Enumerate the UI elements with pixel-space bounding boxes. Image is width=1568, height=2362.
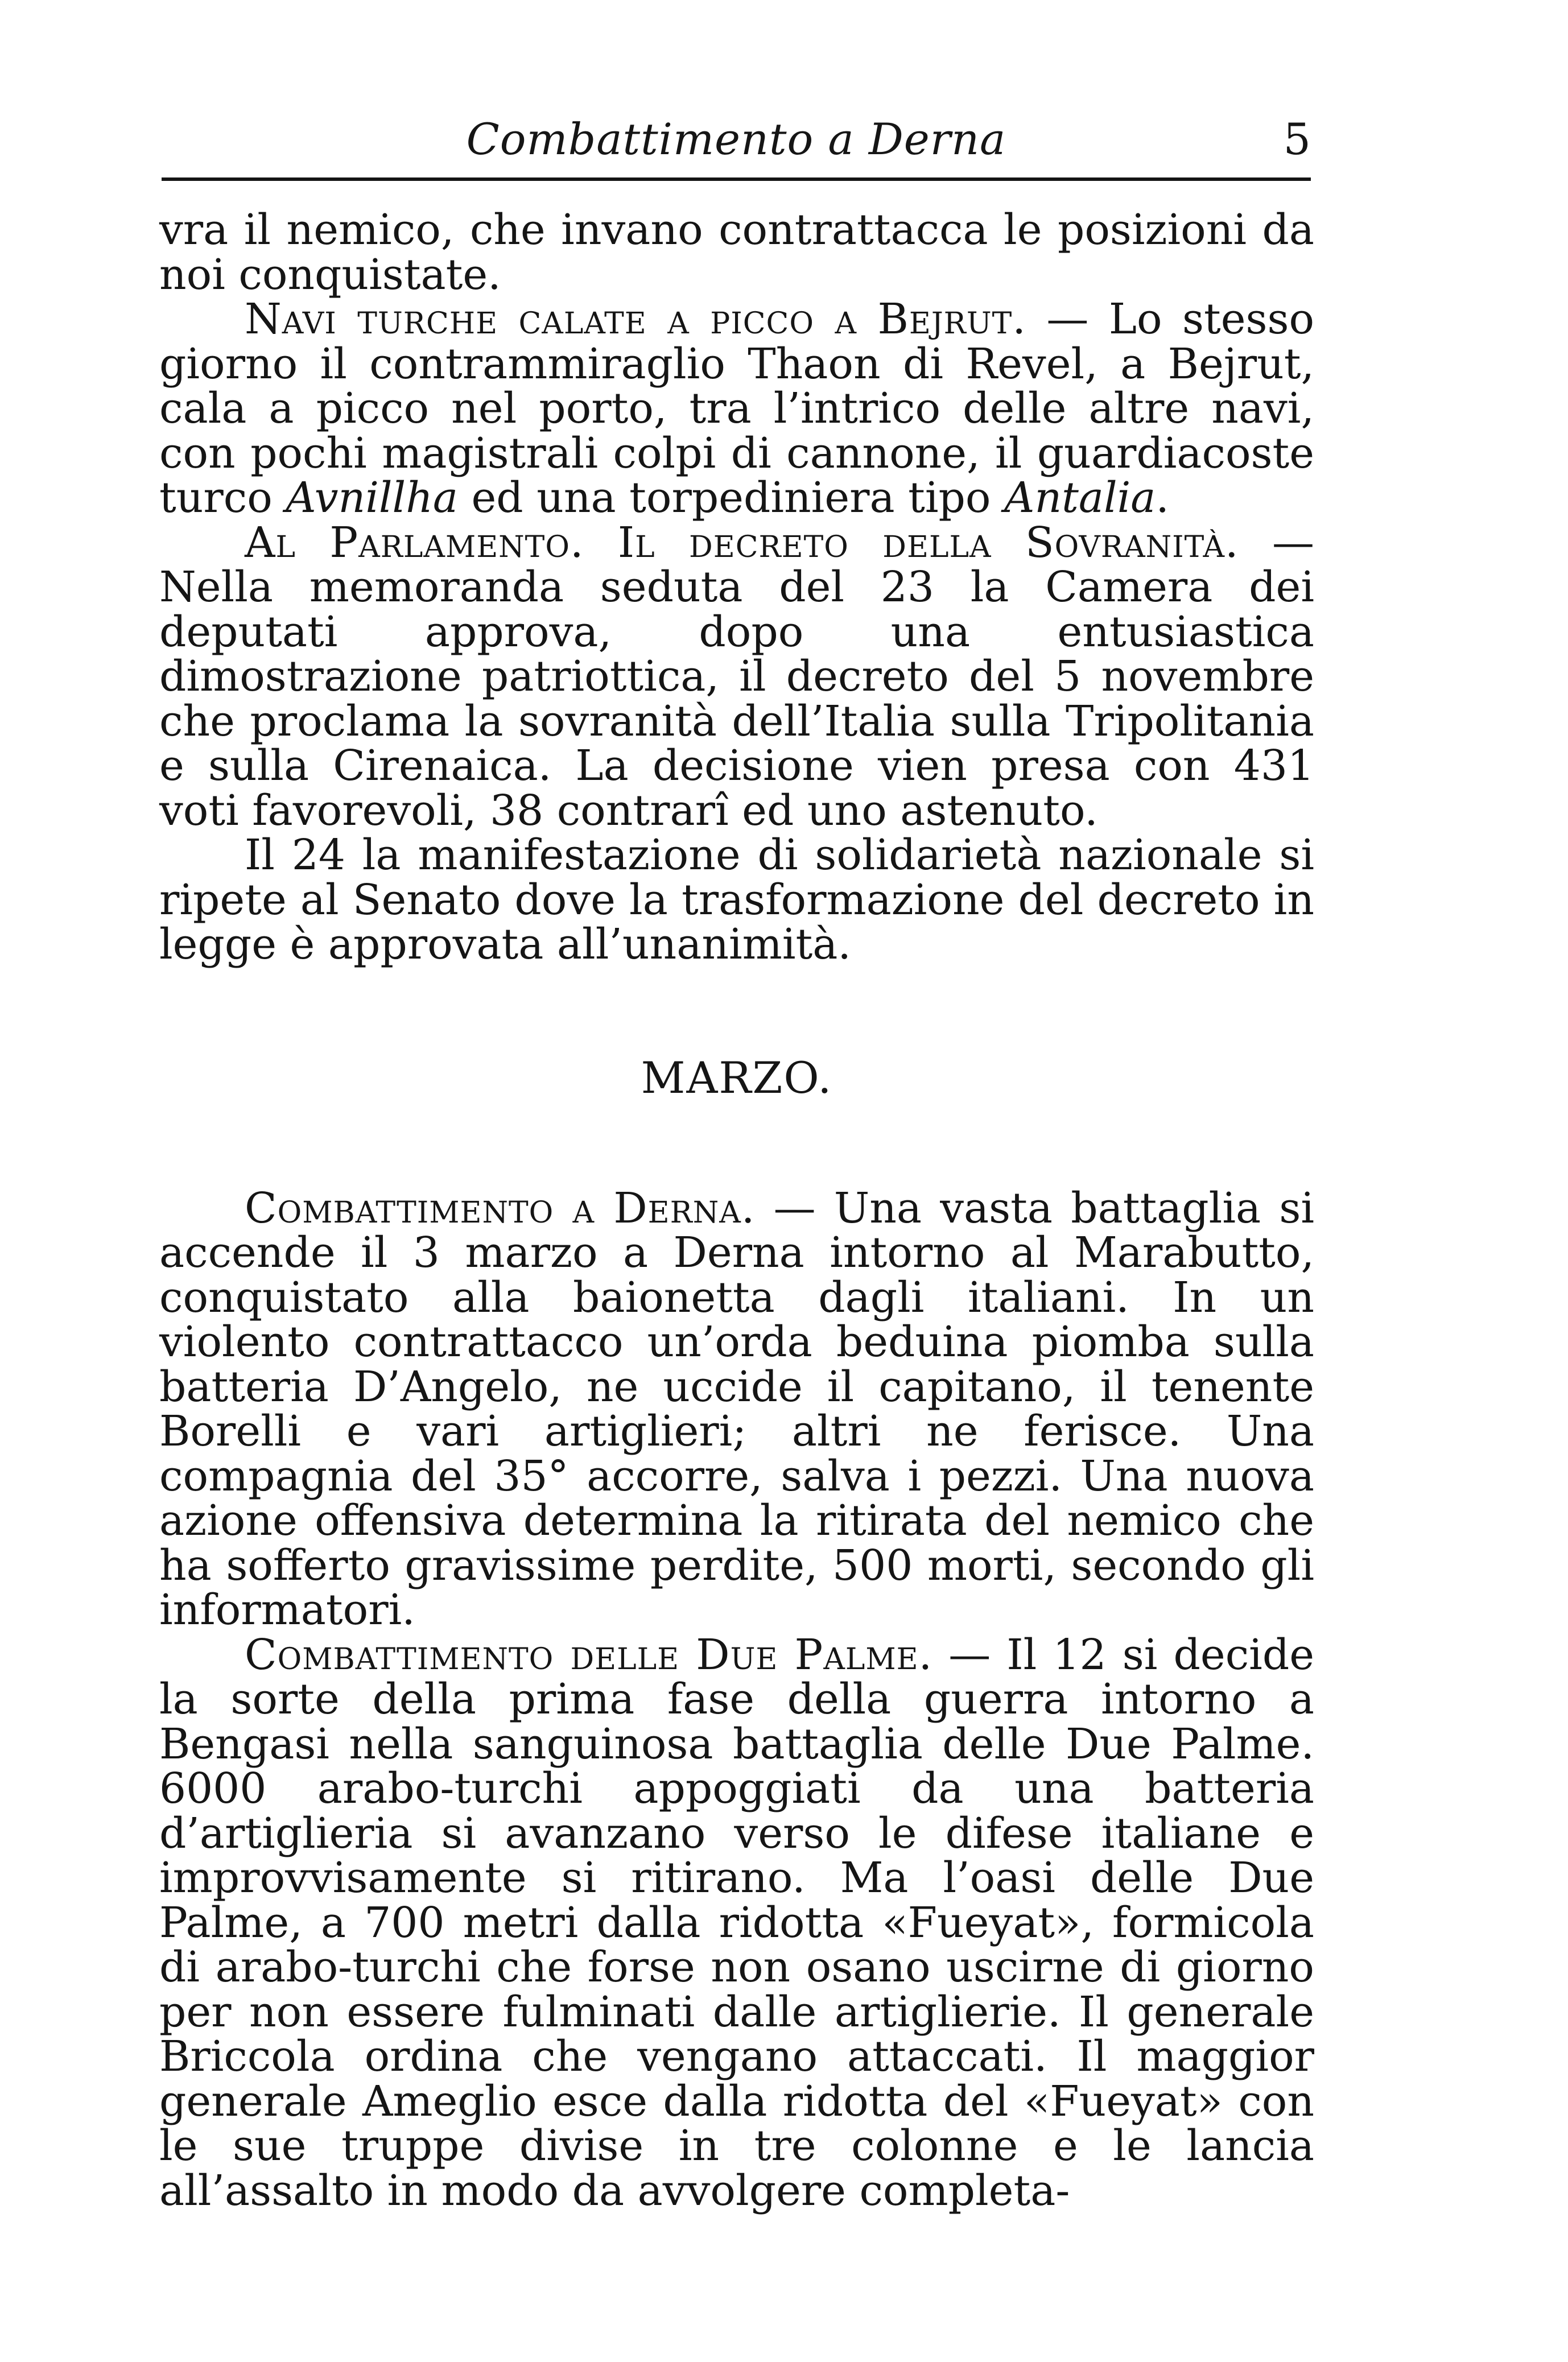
paragraph-navi-turche bbox=[159, 297, 1314, 521]
paragraph-heading: Combattimento a Derna. bbox=[245, 1183, 756, 1233]
header-rule bbox=[162, 177, 1311, 181]
paragraph-text: — Il 12 si decide la sorte della prima fase della guerra intorno a Bengasi nella sanguinosa battaglia delle Due Palme. 6000 arabo-turchi appoggiati da una batteria d’artiglieria si avanzano verso le difese italiane e improvvisamente si ritirano. Ma l’oasi delle Due Palme, a 700 metri dalla ridotta «Fueyat», formicola di arabo-turchi che forse non osano uscirne di giorno per non essere fulminati dalle artiglierie. Il generale Briccola ordina che vengano attaccati. Il maggior generale Ameglio esce dalla ridotta del «Fueyat» con le sue truppe divise in tre colonne e le lancia all’assalto in modo da avvolgere completa- bbox=[159, 1630, 1314, 2215]
paragraph-text: Il 24 la manifestazione di solidarietà nazionale si ripete al Senato dove la trasformazione del decreto in legge è approvata all’unanimità. bbox=[159, 831, 1314, 969]
page-number: 5 bbox=[1283, 114, 1311, 164]
paragraph-text: vra il nemico, che invano contrattacca le posizioni da noi conquistate. bbox=[159, 205, 1314, 299]
paragraph-parlamento bbox=[159, 518, 1314, 835]
paragraph-continuation bbox=[159, 205, 1314, 299]
paragraph-senato bbox=[159, 833, 1314, 967]
paragraph-text: — Una vasta battaglia si accende il 3 marzo a Derna intorno al Marabutto, conquistato alla baionetta dagli italiani. In un violento contrattacco un’orda beduina piomba sulla batteria D’Angelo, ne uccide il capitano, il tenente Borelli e vari artiglieri; altri ne ferisce. Una compagnia del 35° accorre, salva i pezzi. Una nuova azione offensiva determina la ritirata del nemico che ha sofferto gravissime perdite, 500 morti, secondo gli informatori. bbox=[159, 1183, 1314, 1634]
paragraph-heading: Navi turche calate a picco a Bejrut. bbox=[245, 295, 1026, 344]
paragraph-heading: Al Parlamento. Il decreto della Sovranità. bbox=[245, 518, 1239, 567]
ship-name: Antalia bbox=[1004, 473, 1156, 522]
section-title: MARZO. bbox=[641, 1052, 833, 1103]
paragraph-text: . bbox=[1156, 473, 1169, 522]
paragraph-due-palme bbox=[159, 1630, 1314, 2215]
page-header bbox=[162, 105, 1311, 174]
paragraph-text: ed una torpediniera tipo bbox=[457, 473, 1004, 522]
running-title: Combattimento a Derna bbox=[466, 114, 1006, 164]
body-text bbox=[159, 205, 1314, 2215]
ship-name: Avnillha bbox=[286, 473, 458, 522]
paragraph-derna bbox=[159, 1183, 1314, 1634]
paragraph-heading: Combattimento delle Due Palme. bbox=[245, 1630, 933, 1679]
paragraph-text: — Lo stesso giorno il contrammiraglio Thaon di Revel, a Bejrut, cala a picco nel porto, tra l’intrico delle altre navi, con pochi magistrali colpi di cannone, il guardiacoste turco bbox=[159, 295, 1314, 522]
paragraph-text: — Nella memoranda seduta del 23 la Camera dei deputati approva, dopo una entusiastica dimostrazione patriottica, il decreto del 5 novembre che proclama la sovranità dell’Italia sulla Tripolitania e sulla Cirenaica. La decisione vien presa con 431 voti favorevoli, 38 contrarî ed uno astenuto. bbox=[159, 518, 1314, 835]
